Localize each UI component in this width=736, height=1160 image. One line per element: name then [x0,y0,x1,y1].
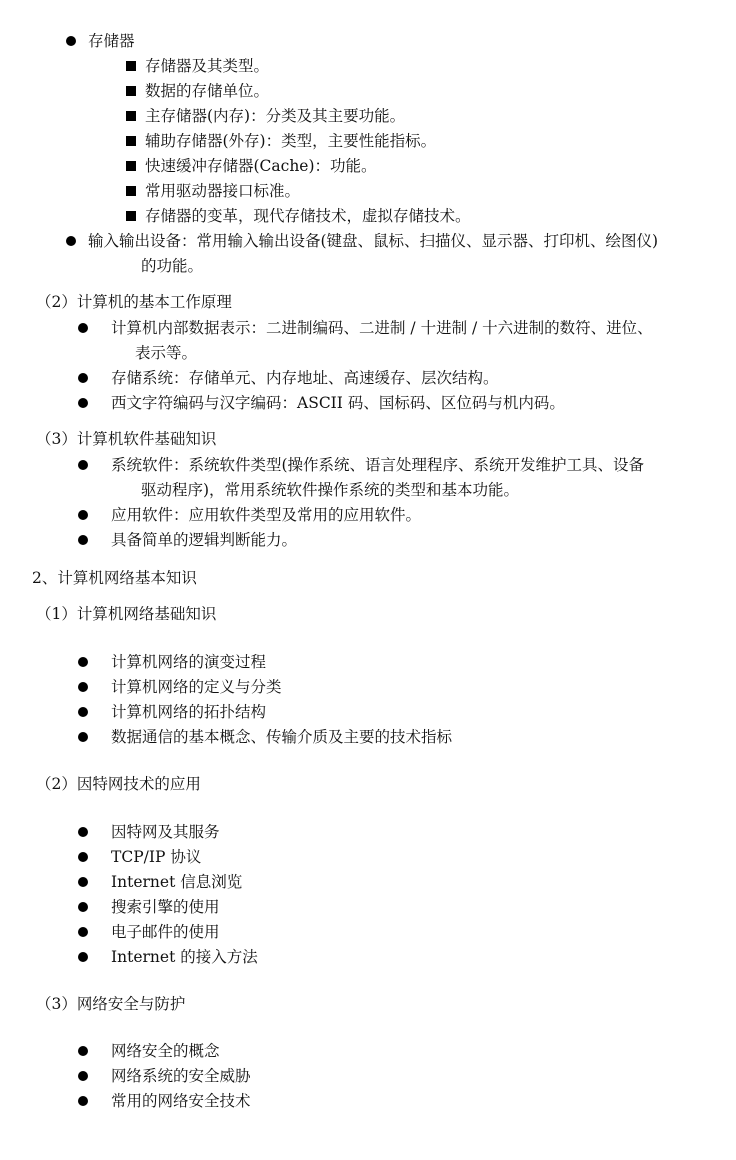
bullet-square-icon [126,161,136,171]
bullet-square-icon [126,111,136,121]
principles-heading: （2）计算机的基本工作原理 [36,293,232,311]
bullet-dot-icon [78,373,88,383]
security-item: 常用的网络安全技术 [111,1092,251,1110]
storage-item: 快速缓冲存储器(Cache)：功能。 [145,157,377,175]
io-item-line2: 的功能。 [141,257,204,275]
bullet-dot-icon [78,535,88,545]
storage-item: 存储器的变革，现代存储技术，虚拟存储技术。 [145,207,471,225]
internet-item: 搜索引擎的使用 [111,898,220,916]
internet-item: Internet 信息浏览 [111,873,243,891]
io-item-line1: 输入输出设备：常用输入输出设备(键盘、鼠标、扫描仪、显示器、打印机、绘图仪) [88,232,659,250]
bullet-dot-icon [78,460,88,470]
network-basics-item: 数据通信的基本概念、传输介质及主要的技术指标 [111,728,453,746]
security-heading: （3）网络安全与防护 [36,995,186,1013]
bullet-dot-icon [66,36,76,46]
bullet-square-icon [126,136,136,146]
bullet-dot-icon [78,852,88,862]
bullet-square-icon [126,211,136,221]
storage-item: 辅助存储器(外存)：类型，主要性能指标。 [145,132,437,150]
network-section-heading: 2、计算机网络基本知识 [32,569,197,587]
network-basics-item: 计算机网络的拓扑结构 [111,703,267,721]
software-heading: （3）计算机软件基础知识 [36,430,217,448]
bullet-dot-icon [78,707,88,717]
storage-item: 数据的存储单位。 [145,82,270,100]
network-basics-item: 计算机网络的定义与分类 [111,678,282,696]
internet-item: 因特网及其服务 [111,823,220,841]
storage-item: 常用驱动器接口标准。 [145,182,301,200]
bullet-dot-icon [78,877,88,887]
storage-item: 存储器及其类型。 [145,57,270,75]
principles-item-line2: 表示等。 [135,344,198,362]
bullet-dot-icon [78,952,88,962]
principles-item-line1: 计算机内部数据表示：二进制编码、二进制 / 十进制 / 十六进制的数符、进位、 [111,319,653,337]
bullet-dot-icon [78,1071,88,1081]
internet-heading: （2）因特网技术的应用 [36,775,201,793]
bullet-dot-icon [78,902,88,912]
network-basics-item: 计算机网络的演变过程 [111,653,267,671]
internet-item: Internet 的接入方法 [111,948,258,966]
bullet-dot-icon [78,1046,88,1056]
bullet-square-icon [126,186,136,196]
bullet-dot-icon [78,732,88,742]
software-item-line1: 系统软件：系统软件类型(操作系统、语言处理程序、系统开发维护工具、设备 [111,456,645,474]
bullet-dot-icon [78,682,88,692]
storage-heading: 存储器 [88,32,135,50]
security-item: 网络系统的安全威胁 [111,1067,251,1085]
internet-item: TCP/IP 协议 [111,848,202,866]
bullet-dot-icon [78,510,88,520]
bullet-dot-icon [66,236,76,246]
storage-item: 主存储器(内存)：分类及其主要功能。 [145,107,406,125]
bullet-dot-icon [78,657,88,667]
bullet-dot-icon [78,927,88,937]
network-basics-heading: （1）计算机网络基础知识 [36,605,217,623]
bullet-dot-icon [78,323,88,333]
principles-item: 存储系统：存储单元、内存地址、高速缓存、层次结构。 [111,369,499,387]
software-item: 具备简单的逻辑判断能力。 [111,531,298,549]
security-item: 网络安全的概念 [111,1042,220,1060]
bullet-dot-icon [78,1096,88,1106]
bullet-square-icon [126,61,136,71]
software-item-line2: 驱动程序)，常用系统软件操作系统的类型和基本功能。 [141,481,520,499]
principles-item: 西文字符编码与汉字编码：ASCII 码、国标码、区位码与机内码。 [111,394,565,412]
internet-item: 电子邮件的使用 [111,923,220,941]
bullet-dot-icon [78,398,88,408]
bullet-dot-icon [78,827,88,837]
software-item: 应用软件：应用软件类型及常用的应用软件。 [111,506,422,524]
bullet-square-icon [126,86,136,96]
